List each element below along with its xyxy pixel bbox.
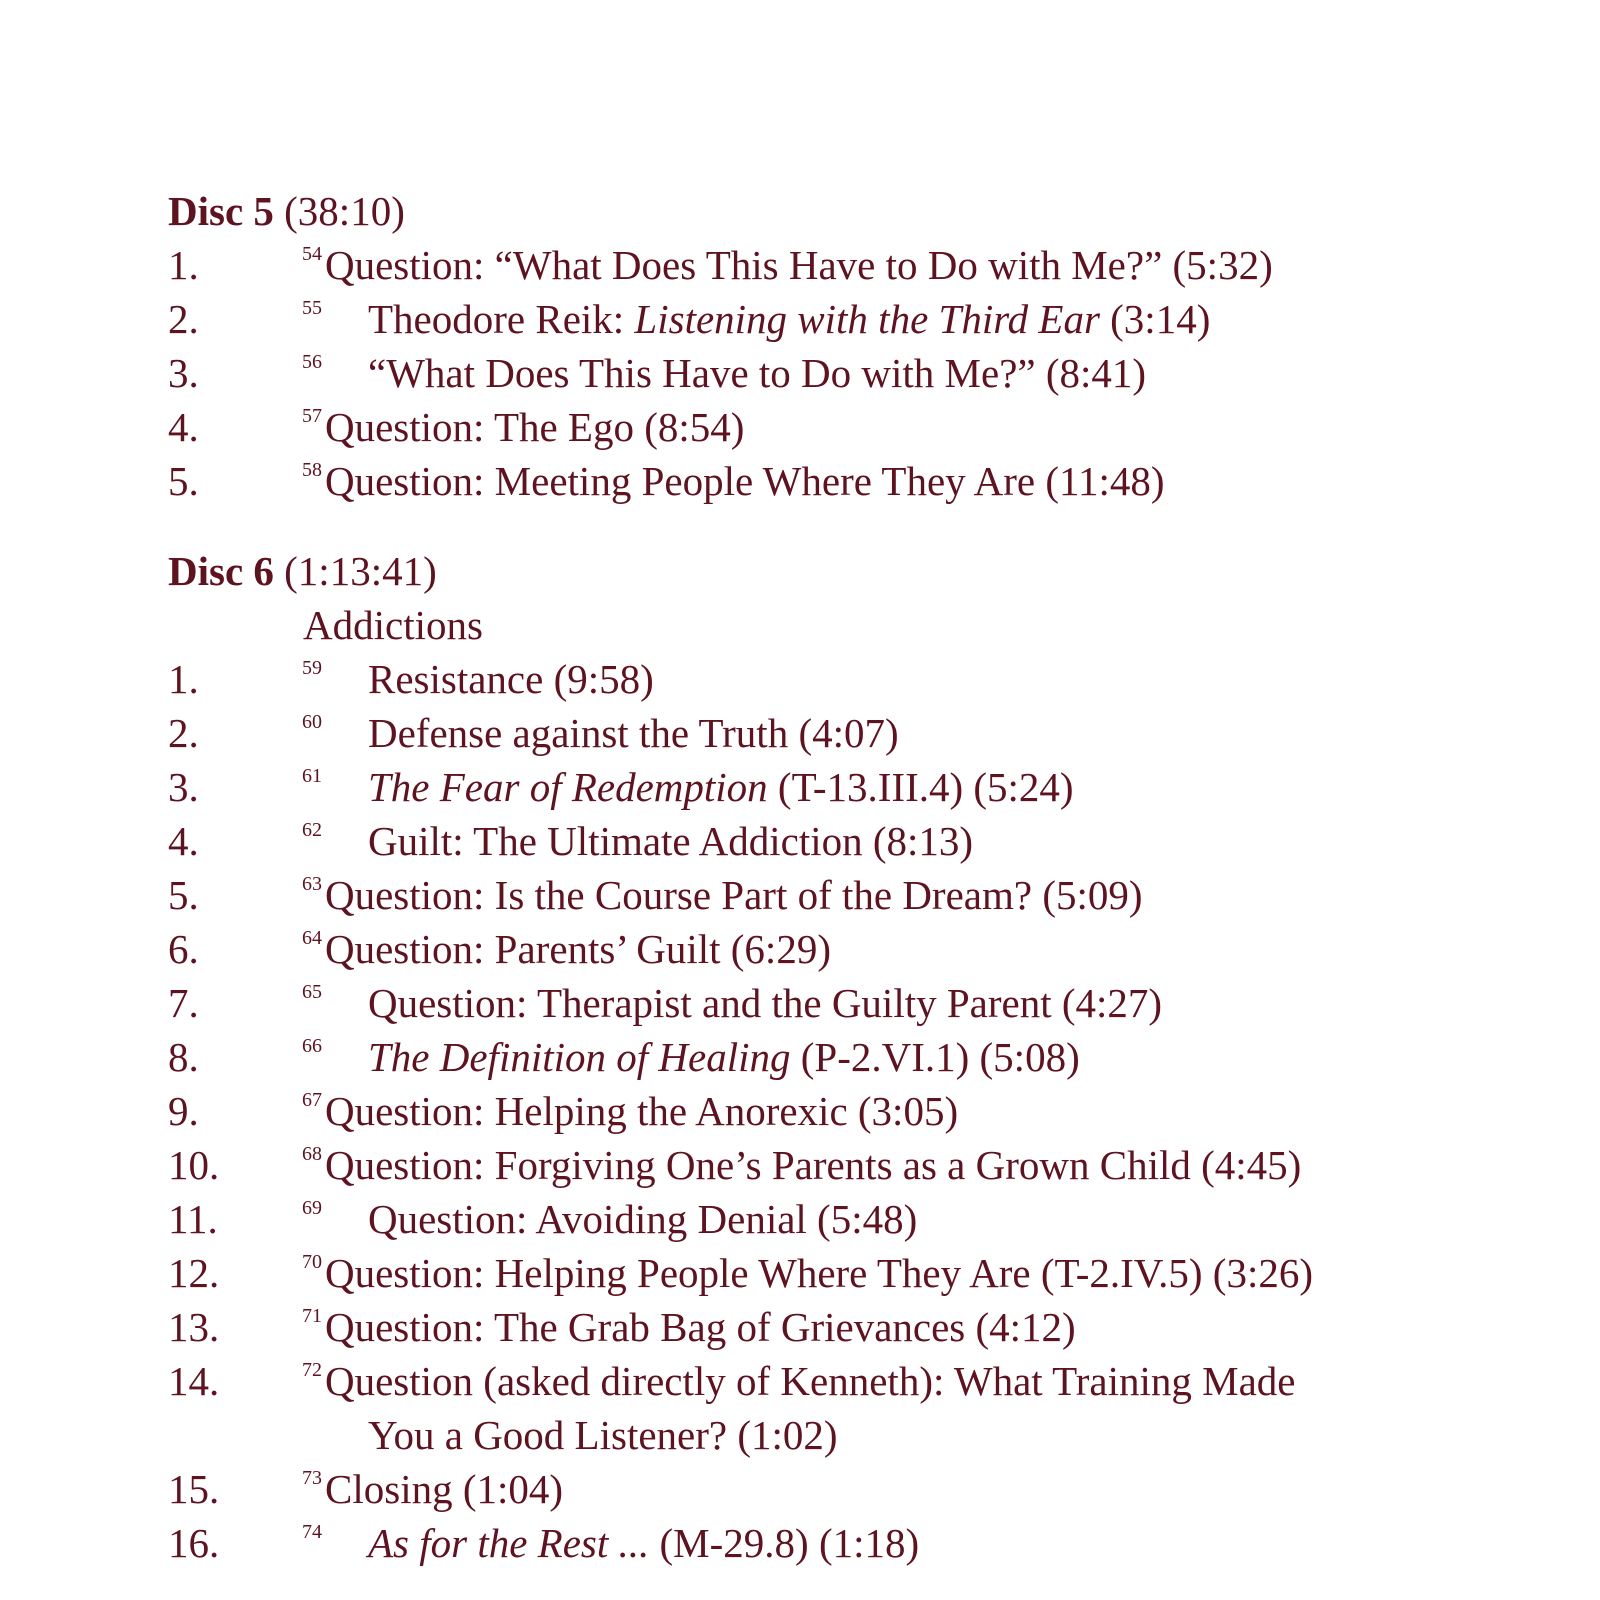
disc-duration: (1:13:41)	[284, 548, 437, 594]
track-title: Closing (1:04)	[325, 1466, 564, 1512]
list-item	[168, 760, 1588, 814]
track-title: Question: Is the Course Part of the Dream? (5:09)	[325, 872, 1143, 918]
list-item	[168, 454, 1588, 508]
track-title-suffix: (M-29.8) (1:18)	[649, 1520, 920, 1566]
list-item	[168, 400, 1588, 454]
disc-duration: (38:10)	[284, 188, 405, 234]
track-number: 1.	[168, 656, 199, 702]
footnote-marker: 56	[302, 351, 322, 373]
track-title: Question: Helping People Where They Are (T-2.IV.5) (3:26)	[325, 1250, 1313, 1296]
footnote-marker: 60	[302, 711, 322, 733]
list-item	[168, 1138, 1588, 1192]
track-number: 14.	[168, 1358, 220, 1404]
footnote-marker: 68	[302, 1143, 322, 1165]
track-listing	[168, 184, 1588, 1570]
list-item	[168, 1300, 1588, 1354]
footnote-marker: 66	[302, 1035, 322, 1057]
track-title: Question: Avoiding Denial (5:48)	[368, 1196, 918, 1242]
disc-6-heading	[168, 544, 1588, 598]
track-number: 4.	[168, 404, 199, 450]
track-number: 12.	[168, 1250, 220, 1296]
track-title: Question: Meeting People Where They Are (11:48)	[325, 458, 1165, 504]
list-item	[168, 238, 1588, 292]
list-item	[168, 1030, 1588, 1084]
footnote-marker: 74	[302, 1521, 322, 1543]
track-number: 5.	[168, 872, 199, 918]
track-number: 2.	[168, 710, 199, 756]
list-item	[168, 706, 1588, 760]
track-title-italic: As for the Rest ...	[368, 1520, 650, 1566]
track-title: Question: Parents’ Guilt (6:29)	[325, 926, 831, 972]
list-item	[168, 346, 1588, 400]
track-title: Question: Helping the Anorexic (3:05)	[325, 1088, 959, 1134]
track-title: Defense against the Truth (4:07)	[368, 710, 899, 756]
track-title-suffix: (T-13.III.4) (5:24)	[767, 764, 1074, 810]
track-number: 3.	[168, 350, 199, 396]
footnote-marker: 55	[302, 297, 322, 319]
track-title: Question: Therapist and the Guilty Parent (4:27)	[368, 980, 1163, 1026]
list-item	[168, 868, 1588, 922]
track-title-prefix: Theodore Reik:	[368, 296, 635, 342]
track-number: 8.	[168, 1034, 199, 1080]
track-number: 6.	[168, 926, 199, 972]
list-item	[168, 292, 1588, 346]
footnote-marker: 71	[302, 1305, 322, 1327]
footnote-marker: 65	[302, 981, 322, 1003]
track-number: 7.	[168, 980, 199, 1026]
list-item	[168, 922, 1588, 976]
track-title	[168, 1516, 1588, 1570]
track-title	[168, 1030, 1588, 1084]
footnote-marker: 57	[302, 405, 322, 427]
track-number: 10.	[168, 1142, 220, 1188]
track-number: 16.	[168, 1520, 220, 1566]
track-title-italic: The Definition of Healing	[368, 1034, 791, 1080]
track-title: Question (asked directly of Kenneth): What Training Made	[325, 1358, 1296, 1404]
track-title-suffix: (P-2.VI.1) (5:08)	[790, 1034, 1080, 1080]
track-number: 4.	[168, 818, 199, 864]
footnote-marker: 63	[302, 873, 322, 895]
list-item	[168, 814, 1588, 868]
list-item	[168, 1354, 1588, 1462]
track-title-continuation: You a Good Listener? (1:02)	[368, 1412, 838, 1458]
disc-label: Disc 5	[168, 188, 274, 234]
track-title-suffix: (3:14)	[1099, 296, 1211, 342]
footnote-marker: 69	[302, 1197, 322, 1219]
track-title: Question: The Ego (8:54)	[325, 404, 745, 450]
footnote-marker: 59	[302, 657, 322, 679]
track-number: 11.	[168, 1196, 218, 1242]
list-item	[168, 652, 1588, 706]
track-number: 15.	[168, 1466, 220, 1512]
footnote-marker: 72	[302, 1359, 322, 1381]
list-item	[168, 1192, 1588, 1246]
track-title: Resistance (9:58)	[368, 656, 654, 702]
list-item	[168, 1246, 1588, 1300]
track-title: Guilt: The Ultimate Addiction (8:13)	[368, 818, 974, 864]
track-number: 1.	[168, 242, 199, 288]
footnote-marker: 70	[302, 1251, 322, 1273]
disc-5-heading	[168, 184, 1588, 238]
footnote-marker: 58	[302, 459, 322, 481]
footnote-marker: 62	[302, 819, 322, 841]
footnote-marker: 73	[302, 1467, 322, 1489]
track-number: 3.	[168, 764, 199, 810]
track-title: Question: The Grab Bag of Grievances (4:12)	[325, 1304, 1076, 1350]
list-item	[168, 1516, 1588, 1570]
track-number: 2.	[168, 296, 199, 342]
list-item	[168, 1462, 1588, 1516]
track-title-italic: Listening with the Third Ear	[634, 296, 1100, 342]
track-title: Question: “What Does This Have to Do with Me?” (5:32)	[325, 242, 1273, 288]
track-number: 9.	[168, 1088, 199, 1134]
track-title	[168, 292, 1588, 346]
list-item	[168, 1084, 1588, 1138]
track-number: 5.	[168, 458, 199, 504]
track-title: Question: Forgiving One’s Parents as a Grown Child (4:45)	[325, 1142, 1302, 1188]
footnote-marker: 67	[302, 1089, 322, 1111]
section-divider	[168, 508, 1588, 544]
track-title: “What Does This Have to Do with Me?” (8:41)	[368, 350, 1147, 396]
footnote-marker: 54	[302, 243, 322, 265]
disc-label: Disc 6	[168, 548, 274, 594]
track-title	[168, 760, 1588, 814]
footnote-marker: 64	[302, 927, 322, 949]
section-subheading: Addictions	[303, 602, 483, 648]
track-number: 13.	[168, 1304, 220, 1350]
track-title-italic: The Fear of Redemption	[368, 764, 768, 810]
list-item	[168, 976, 1588, 1030]
footnote-marker: 61	[302, 765, 322, 787]
